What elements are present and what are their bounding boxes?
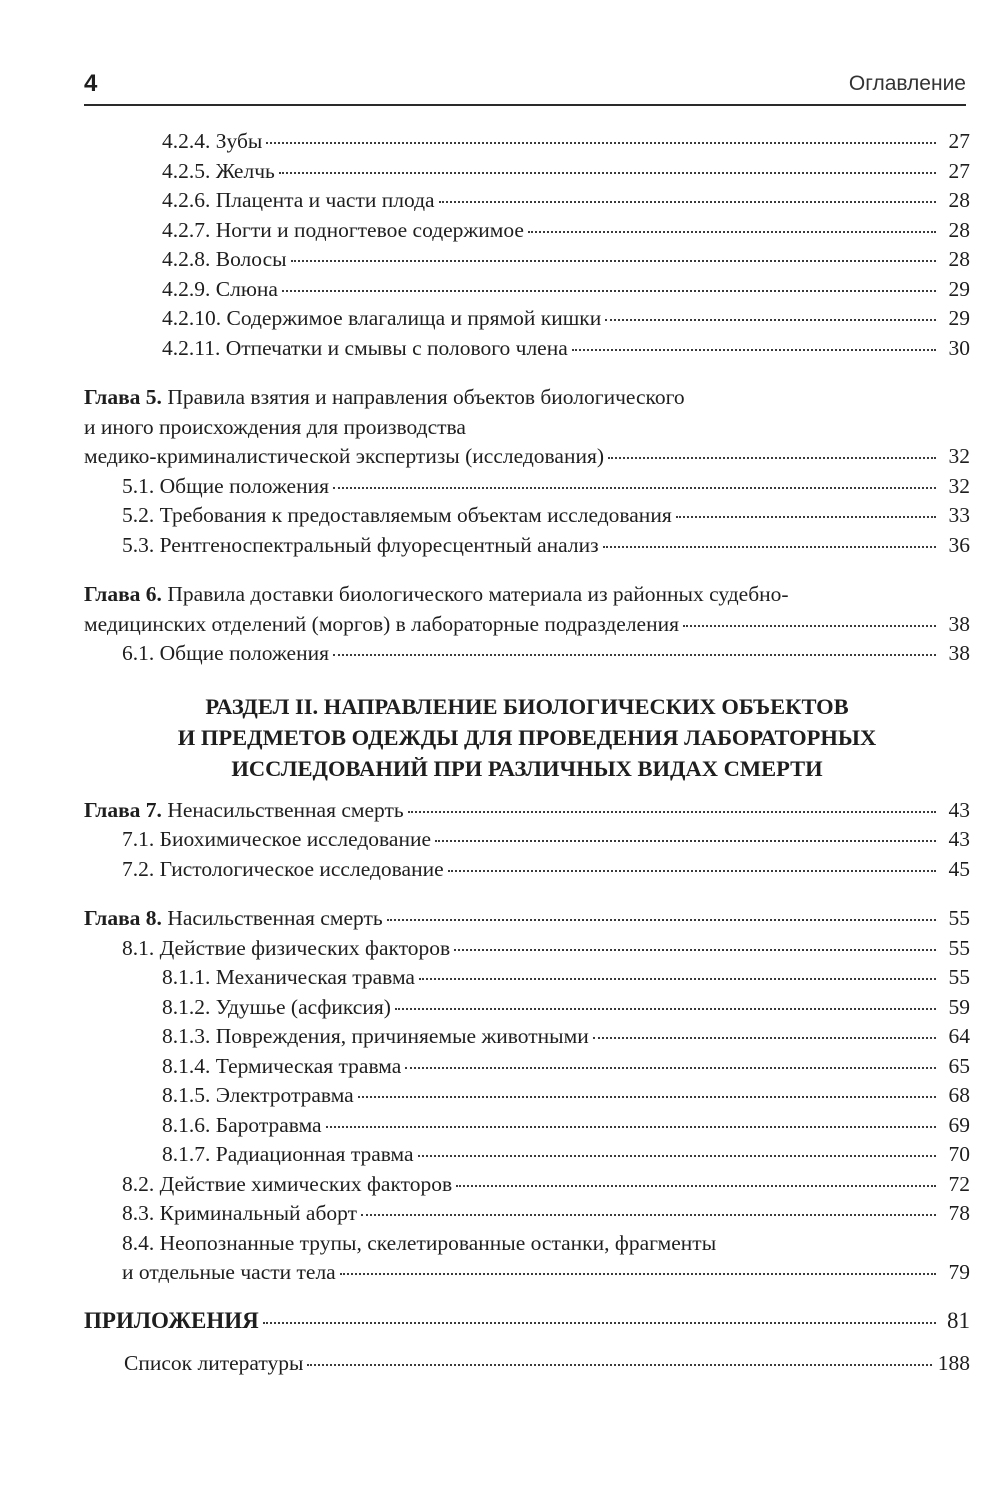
toc-entry-8-3[interactable] <box>84 1199 970 1229</box>
toc-entry-title: 8.1.5. Электротравма <box>162 1083 354 1107</box>
dot-leader <box>419 978 936 980</box>
dot-leader <box>387 919 936 921</box>
toc-entry-title: 7.1. Биохимическое исследование <box>122 827 432 851</box>
toc-entry-title: 8.4. Неопознанные трупы, скелетированные останки, фрагменты <box>122 1230 717 1255</box>
toc-entry-4-2-5[interactable] <box>84 157 970 187</box>
section-heading-line: И ПРЕДМЕТОВ ОДЕЖДЫ ДЛЯ ПРОВЕДЕНИЯ ЛАБОРАТОРНЫХ <box>177 724 877 750</box>
toc-chapter-5[interactable] <box>84 383 970 413</box>
chapter-title-line: медико-криминалистической экспертизы (исследования) <box>84 444 605 468</box>
toc-entry-title: ПРИЛОЖЕНИЯ <box>84 1307 259 1333</box>
toc-entry-8-4[interactable] <box>84 1229 970 1259</box>
toc-entry-title: 4.2.11. Отпечатки и смывы с полового члена <box>162 335 568 360</box>
toc-entry-4-2-9[interactable] <box>84 275 970 305</box>
toc-entry-title: 8.1.7. Радиационная травма <box>162 1142 414 1166</box>
toc-entry-page: 38 <box>948 611 970 636</box>
toc-entry-page: 27 <box>948 129 970 153</box>
toc-entry-title: 8.1.4. Термическая травма <box>162 1053 402 1078</box>
dot-leader <box>405 1067 936 1069</box>
dot-leader <box>279 172 936 174</box>
dot-leader <box>361 1214 936 1216</box>
toc-entry-page: 59 <box>948 994 970 1019</box>
toc-entry-title: 8.3. Криминальный аборт <box>122 1201 358 1225</box>
toc-entry-page: 65 <box>948 1053 970 1078</box>
toc-entry-page: 55 <box>948 935 970 960</box>
dot-leader <box>326 1126 936 1128</box>
toc-chapter-5-line-3[interactable] <box>84 442 970 472</box>
chapter-title-line: Правила взятия и направления объектов биологического <box>161 385 685 409</box>
toc-entry-8-1-6[interactable] <box>84 1111 970 1141</box>
toc-entry-title: 5.3. Рентгеноспектральный флуоресцентный анализ <box>122 532 599 557</box>
toc-entry-8-2[interactable] <box>84 1170 970 1200</box>
toc-entry-title: 7.2. Гистологическое исследование <box>122 856 444 881</box>
toc-entry-page: 29 <box>948 276 970 301</box>
toc-entry-page: 43 <box>948 797 970 822</box>
toc-entry-page: 72 <box>948 1171 970 1196</box>
toc-entry-5-2[interactable] <box>84 501 970 531</box>
dot-leader <box>683 625 936 627</box>
toc-entry-page: 55 <box>948 906 970 930</box>
dot-leader <box>456 1185 936 1187</box>
chapter-title: Ненасильственная смерть <box>161 797 404 822</box>
dot-leader <box>418 1155 936 1157</box>
toc-entry-page: 79 <box>948 1260 970 1284</box>
toc-entry-4-2-7[interactable] <box>84 216 970 246</box>
toc-entry-8-1-1[interactable] <box>84 963 970 993</box>
toc-entry-title: 8.1. Действие физических факторов <box>122 935 451 960</box>
toc-entry-page: 32 <box>948 444 970 468</box>
toc-entry-page: 78 <box>948 1201 970 1225</box>
toc-entry-4-2-8[interactable] <box>84 245 970 275</box>
toc-entry-7-2[interactable] <box>84 855 970 885</box>
toc-entry-page: 32 <box>948 473 970 498</box>
toc-entry-page: 30 <box>948 335 970 360</box>
dot-leader <box>439 201 936 203</box>
section-2-heading <box>84 691 970 784</box>
chapter-title-line: медицинских отделений (моргов) в лабораторные подразделения <box>84 611 679 636</box>
toc-entry-8-1-4[interactable] <box>84 1052 970 1082</box>
toc-entry-8-4-line-2[interactable] <box>84 1258 970 1288</box>
toc-entry-page: 28 <box>948 247 970 271</box>
toc-entry-4-2-11[interactable] <box>84 334 970 364</box>
header-rule <box>84 104 966 106</box>
toc-entry-page: 38 <box>948 641 970 665</box>
dot-leader <box>603 546 936 548</box>
toc-chapter-6-line-2[interactable] <box>84 610 970 640</box>
chapter-title-line: и иного происхождения для производства <box>84 414 466 439</box>
toc-entry-7-1[interactable] <box>84 825 970 855</box>
toc-entry-page: 64 <box>948 1024 970 1048</box>
dot-leader <box>358 1096 936 1098</box>
toc-entry-8-1-5[interactable] <box>84 1081 970 1111</box>
dot-leader <box>307 1364 931 1366</box>
table-of-contents <box>84 127 970 1379</box>
toc-entry-5-1[interactable] <box>84 472 970 502</box>
dot-leader <box>282 290 936 292</box>
chapter-label: Глава 7. <box>84 797 162 822</box>
toc-entry-page: 55 <box>948 965 970 989</box>
toc-entry-6-1[interactable] <box>84 639 970 669</box>
toc-entry-title: 8.1.3. Повреждения, причиняемые животными <box>162 1024 589 1048</box>
page-number: 4 <box>84 70 98 97</box>
toc-entry-page: 69 <box>948 1112 970 1137</box>
dot-leader <box>605 319 936 321</box>
toc-entry-8-1-7[interactable] <box>84 1140 970 1170</box>
chapter-label: Глава 8. <box>84 906 162 930</box>
toc-entry-page: 188 <box>937 1351 970 1375</box>
toc-entry-title: 8.2. Действие химических факторов <box>122 1171 453 1196</box>
toc-entry-title: 5.1. Общие положения <box>122 473 330 498</box>
toc-chapter-6[interactable] <box>84 580 970 610</box>
toc-chapter-7[interactable] <box>84 796 970 826</box>
toc-entry-title: 4.2.6. Плацента и части плода <box>162 188 435 212</box>
toc-entry-title: 8.1.2. Удушье (асфиксия) <box>162 994 391 1019</box>
chapter-title: Насильственная смерть <box>161 906 383 930</box>
toc-entry-title: и отдельные части тела <box>122 1260 336 1284</box>
toc-entry-title: 4.2.10. Содержимое влагалища и прямой кишки <box>162 306 602 330</box>
toc-entry-8-1[interactable] <box>84 934 970 964</box>
toc-entry-4-2-10[interactable] <box>84 304 970 334</box>
dot-leader <box>291 260 936 262</box>
toc-entry-4-2-6[interactable] <box>84 186 970 216</box>
dot-leader <box>333 487 936 489</box>
dot-leader <box>608 457 936 459</box>
toc-entry-page: 36 <box>948 532 970 557</box>
toc-entry-8-1-2[interactable] <box>84 993 970 1023</box>
toc-entry-title: 4.2.4. Зубы <box>162 129 263 153</box>
dot-leader <box>266 142 936 144</box>
toc-chapter-8[interactable] <box>84 904 970 934</box>
dot-leader <box>528 231 936 233</box>
toc-entry-page: 33 <box>948 503 970 527</box>
toc-entry-title: 8.1.6. Баротравма <box>162 1112 322 1137</box>
dot-leader <box>333 654 936 656</box>
toc-entry-page: 28 <box>948 188 970 212</box>
dot-leader <box>435 840 936 842</box>
toc-entry-page: 29 <box>948 306 970 330</box>
toc-entry-8-1-3[interactable] <box>84 1022 970 1052</box>
dot-leader <box>408 811 936 813</box>
toc-entry-page: 81 <box>947 1307 970 1333</box>
running-head: Оглавление <box>848 72 966 95</box>
toc-entry-title: Список литературы <box>124 1351 304 1375</box>
section-heading-line: РАЗДЕЛ II. НАПРАВЛЕНИЕ БИОЛОГИЧЕСКИХ ОБЪЕКТОВ <box>205 693 849 719</box>
dot-leader <box>448 870 936 872</box>
toc-entry-title: 4.2.5. Желчь <box>162 158 275 183</box>
dot-leader <box>340 1273 936 1275</box>
dot-leader <box>454 949 936 951</box>
toc-entry-page: 43 <box>948 827 970 851</box>
toc-entry-title: 4.2.8. Волосы <box>162 247 287 271</box>
toc-entry-5-3[interactable] <box>84 531 970 561</box>
toc-entry-title: 8.1.1. Механическая травма <box>162 965 415 989</box>
toc-chapter-5-line-2[interactable] <box>84 413 970 443</box>
dot-leader <box>593 1037 936 1039</box>
chapter-label: Глава 6. <box>84 582 162 606</box>
page-header <box>84 68 966 100</box>
toc-literature[interactable] <box>84 1349 970 1379</box>
dot-leader <box>572 349 936 351</box>
toc-entry-page: 68 <box>948 1083 970 1107</box>
toc-entry-page: 45 <box>948 856 970 881</box>
toc-entry-page: 27 <box>948 158 970 183</box>
toc-appendix[interactable] <box>84 1306 970 1336</box>
chapter-title-line: Правила доставки биологического материала из районных судебно- <box>161 582 789 606</box>
section-heading-line: ИССЛЕДОВАНИЙ ПРИ РАЗЛИЧНЫХ ВИДАХ СМЕРТИ <box>231 755 823 781</box>
toc-entry-title: 5.2. Требования к предоставляемым объектам исследования <box>122 503 672 527</box>
toc-entry-title: 4.2.9. Слюна <box>162 276 278 301</box>
dot-leader <box>263 1322 936 1324</box>
chapter-label: Глава 5. <box>84 385 162 409</box>
toc-entry-title: 6.1. Общие положения <box>122 641 330 665</box>
dot-leader <box>676 516 936 518</box>
toc-entry-page: 28 <box>948 217 970 242</box>
toc-entry-page: 70 <box>948 1142 970 1166</box>
toc-entry-4-2-4[interactable] <box>84 127 970 157</box>
dot-leader <box>395 1008 936 1010</box>
toc-entry-title: 4.2.7. Ногти и подногтевое содержимое <box>162 217 524 242</box>
